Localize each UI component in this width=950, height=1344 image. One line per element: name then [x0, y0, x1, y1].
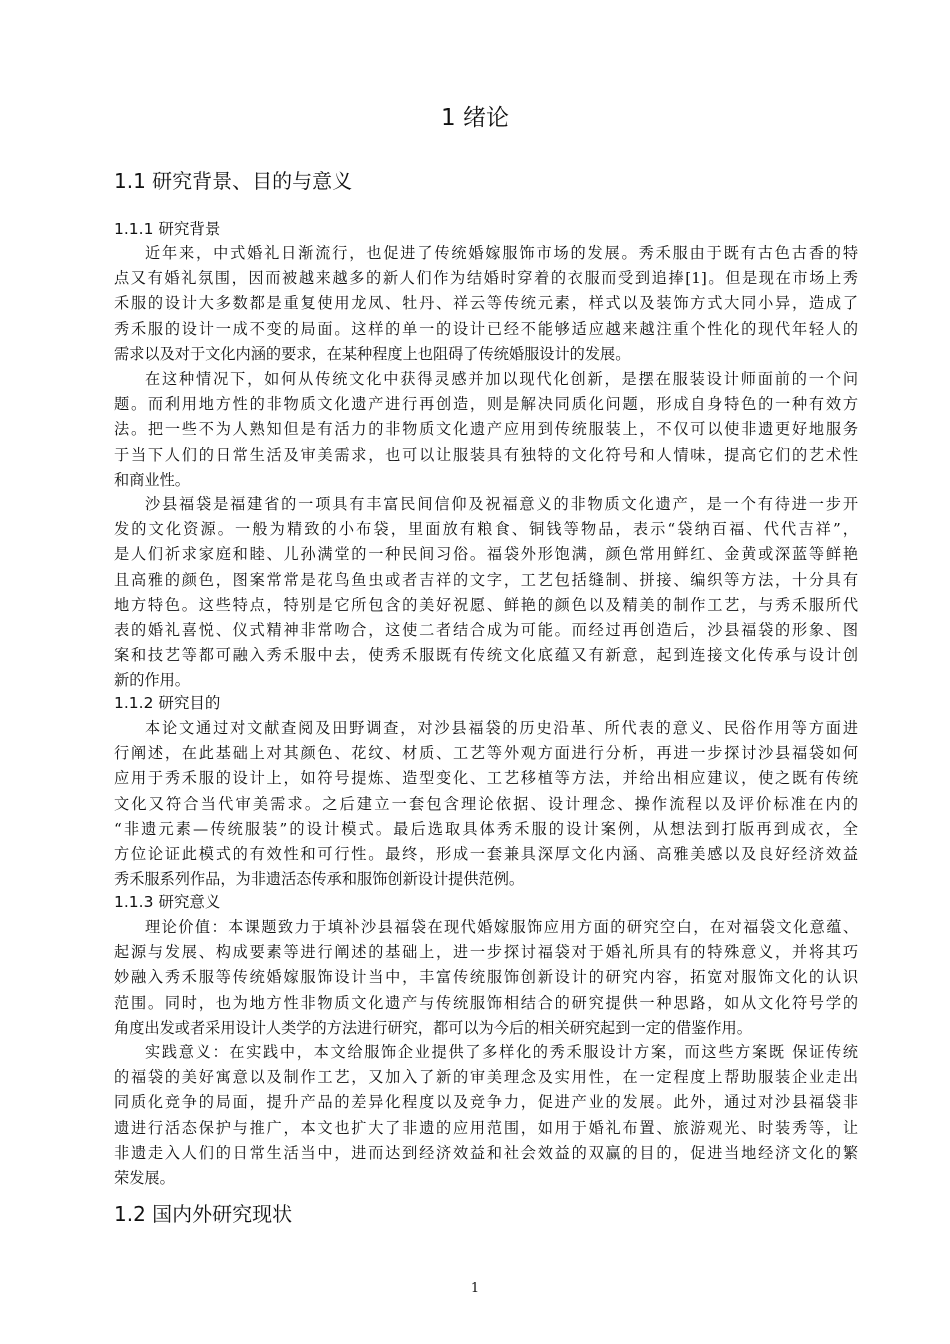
text-line: 于当下人们的日常生活及审美需求，也可以让服装具有独特的文化符号和人情味，提高它们的艺术性 [114, 445, 858, 464]
text-line: 点又有婚礼氛围，因而被越来越多的新人们作为结婚时穿着的衣服而受到追捧[1]。但是现在市场上秀 [114, 269, 858, 288]
text-line: 案和技艺等都可融入秀禾服中去，使秀禾服既有传统文化底蕴又有新意，起到连接文化传承与设计创 [114, 646, 858, 665]
page-number: 1 [470, 1281, 480, 1296]
paragraph-significance-theory [114, 915, 858, 1041]
text-line: 秀禾服的设计一成不变的局面。这样的单一的设计已经不能够适应越来越注重个性化的现代年轻人的 [114, 319, 858, 338]
subsection-heading-1-1-1: 1.1.1 研究背景 [114, 220, 221, 238]
subsection-heading-1-1-2: 1.1.2 研究目的 [114, 694, 221, 712]
text-line: 实践意义：在实践中，本文给服饰企业提供了多样化的秀禾服设计方案，而这些方案既 保证传统 [145, 1043, 858, 1061]
paragraph-significance-practice [114, 1040, 858, 1191]
text-line: 地方特色。这些特点，特别是它所包含的美好祝愿、鲜艳的颜色以及精美的制作工艺，与秀禾服所代 [114, 595, 858, 614]
text-line: 行阐述，在此基础上对其颜色、花纹、材质、工艺等外观方面进行分析，再进一步探讨沙县福袋如何 [114, 744, 858, 763]
text-line: 理论价值：本课题致力于填补沙县福袋在现代婚嫁服饰应用方面的研究空白，在对福袋文化意蕴、 [145, 918, 858, 936]
text-line: 是人们祈求家庭和睦、儿孙满堂的一种民间习俗。福袋外形饱满，颜色常用鲜红、金黄或深蓝等鲜艳 [114, 545, 858, 564]
text-line: 表的婚礼喜悦、仪式精神非常吻合，这使二者结合成为可能。而经过再创造后，沙县福袋的形象、图 [114, 620, 858, 639]
paragraph-background-2 [114, 367, 858, 493]
text-line: 新的作用。 [114, 671, 190, 690]
text-line: 发的文化资源。一般为精致的小布袋，里面放有粮食、铜钱等物品，表示“袋纳百福、代代吉祥”， [114, 520, 858, 539]
text-line: 题。而利用地方性的非物质文化遗产进行再创造，则是解决同质化问题，形成自身特色的一种有效方 [114, 395, 858, 414]
text-line: 的福袋的美好寓意以及制作工艺，又加入了新的审美理念及实用性，在一定程度上帮助服装企业走出 [114, 1068, 858, 1087]
text-line: 近年来，中式婚礼日渐流行，也促进了传统婚嫁服饰市场的发展。秀禾服由于既有古色古香的特 [145, 244, 858, 262]
text-line: 同质化竞争的局面，提升产品的差异化程度以及竞争力，促进产业的发展。此外，通过对沙县福袋非 [114, 1093, 858, 1112]
paragraph-purpose [114, 716, 858, 892]
text-line: 且高雅的颜色，图案常常是花鸟鱼虫或者吉祥的文字，工艺包括缝制、拼接、编织等方法，十分具有 [114, 570, 858, 589]
text-line: 非遗走入人们的日常生活当中，进而达到经济效益和社会效益的双赢的目的，促进当地经济文化的繁 [114, 1143, 858, 1162]
text-line: 起源与发展、构成要素等进行阐述的基础上，进一步探讨福袋对于婚礼所具有的特殊意义，并将其巧 [114, 943, 858, 962]
text-line: 本论文通过对文献查阅及田野调查，对沙县福袋的历史沿革、所代表的意义、民俗作用等方面进 [145, 719, 858, 737]
text-line: 和商业性。 [114, 470, 190, 489]
text-line: 应用于秀禾服的设计上，如符号提炼、造型变化、工艺移植等方法，并给出相应建议，使之既有传统 [114, 769, 858, 788]
text-line: 禾服的设计大多数都是重复使用龙凤、牡丹、祥云等传统元素，样式以及装饰方式大同小异，造成了 [114, 294, 858, 313]
text-line: “非遗元素—传统服装”的设计模式。最后选取具体秀禾服的设计案例，从想法到打版再到成衣，全 [114, 819, 858, 838]
text-line: 秀禾服系列作品，为非遗活态传承和服饰创新设计提供范例。 [114, 870, 525, 889]
text-line: 荣发展。 [114, 1168, 175, 1187]
text-line: 方位论证此模式的有效性和可行性。最终，形成一套兼具深厚文化内涵、高雅美感以及良好经济效益 [114, 844, 858, 863]
text-line: 角度出发或者采用设计人类学的方法进行研究，都可以为今后的相关研究起到一定的借鉴作用。 [114, 1018, 752, 1037]
text-line: 文化又符合当代审美需求。之后建立一套包含理论依据、设计理念、操作流程以及评价标准在内的 [114, 794, 858, 813]
section-heading-1-2: 1.2 国内外研究现状 [114, 1202, 293, 1226]
paragraph-background-1 [114, 241, 858, 367]
text-line: 在这种情况下，如何从传统文化中获得灵感并加以现代化创新，是摆在服装设计师面前的一个问 [145, 370, 858, 388]
text-line: 遗进行活态保护与推广，本文也扩大了非遗的应用范围，如用于婚礼布置、旅游观光、时装秀等，让 [114, 1118, 858, 1137]
chapter-title: 1 绪论 [441, 105, 509, 131]
text-line: 法。把一些不为人熟知但是有活力的非物质文化遗产应用到传统服装上，不仅可以使非遗更好地服务 [114, 420, 858, 439]
text-line: 沙县福袋是福建省的一项具有丰富民间信仰及祝福意义的非物质文化遗产，是一个有待进一步开 [145, 495, 858, 513]
text-line: 需求以及对于文化内涵的要求，在某种程度上也阻碍了传统婚服设计的发展。 [114, 344, 631, 363]
subsection-heading-1-1-3: 1.1.3 研究意义 [114, 893, 221, 911]
paragraph-background-3 [114, 492, 858, 694]
text-line: 范围。同时，也为地方性非物质文化遗产与传统服饰相结合的研究提供一种思路，如从文化符号学的 [114, 993, 858, 1012]
text-line: 妙融入秀禾服等传统婚嫁服饰设计当中，丰富传统服饰创新设计的研究内容，拓宽对服饰文化的认识 [114, 968, 858, 987]
section-heading-1-1: 1.1 研究背景、目的与意义 [114, 169, 353, 193]
